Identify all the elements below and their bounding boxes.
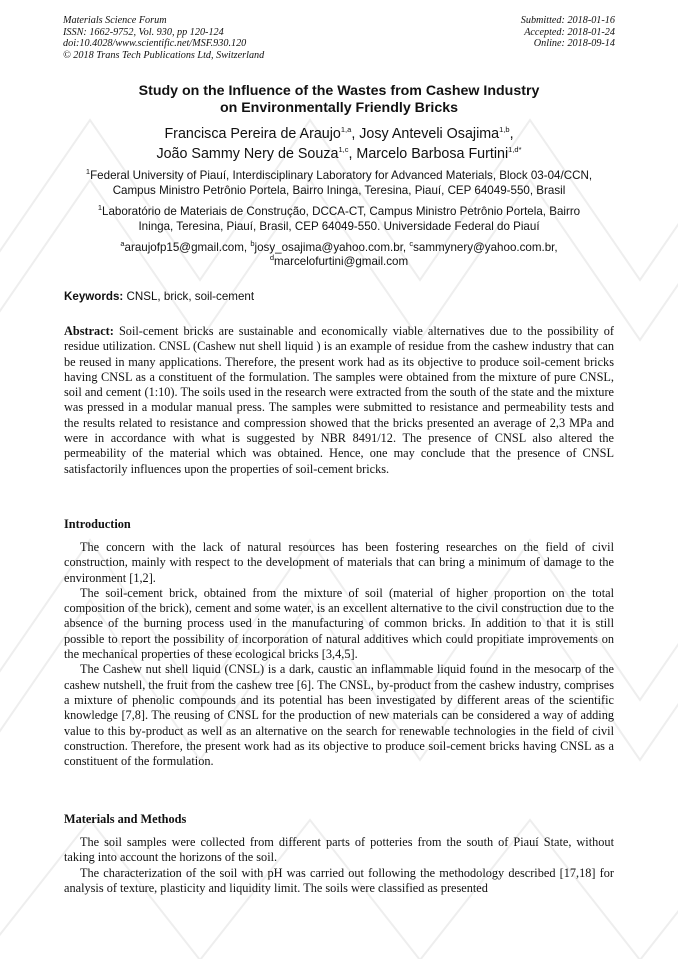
author-list — [40, 124, 638, 164]
abstract-text: Soil-cement bricks are sustainable and economically viable alternatives due to the possibility of residue utilization. CNSL (Cashew nut shell liquid ) is an example of residue from the cashew industry that can be reused in many applications. Therefore, the present work had as its objective to produce soil-cement bricks having CNSL as a constituent of the formulation. The samples were obtained from the mixture of pure CNSL, soil and cement (1:10). The soils used in the research were extracted from the south of the state and the mixture was pressed in a modular manual press. The samples were submitted to resistance and permeability tests and the results related to resistance and compression showed that the bricks presented an average of 2,3 MPa and were in accordance with what is suggested by NBR 8491/12. The presence of CNSL also altered the permeability of the material which was obtained. Hence, one may conclude that the presence of CNSL satisfactorily influences upon the properties of soil-cement bricks. — [64, 324, 614, 476]
section-heading-introduction: Introduction — [64, 517, 131, 531]
online-date: Online: 2018-09-14 — [533, 38, 615, 49]
author-emails — [50, 241, 628, 269]
author-affiliation-mark: 1,c — [338, 145, 349, 155]
email-link[interactable]: araujofp15@gmail.com, — [124, 241, 251, 254]
author-name: Marcelo Barbosa Furtini — [356, 146, 509, 162]
affiliation-text: Ininga, Teresina, Piauí, Brasil, CEP 64049-550. Universidade Federal do Piauí — [138, 220, 540, 234]
author-affiliation-mark: 1,d* — [508, 145, 522, 155]
emails-line-1 — [50, 241, 628, 255]
keywords-label: Keywords: — [64, 290, 124, 303]
journal-copyright: © 2018 Trans Tech Publications Ltd, Switzerland — [63, 49, 265, 61]
abstract-label: Abstract: — [64, 324, 114, 338]
paragraph: The soil-cement brick, obtained from the mixture of soil (material of higher proportion on the total composition of the brick), cement and some water, is an excellent alternative to the civil construction due to the absence of the burning process used in the manufacturing of common bricks. In addition to that it is still possible to report the possibility of incorporation of natural additives which could propitiate improvements on the mechanical properties of these ecological bricks [3,4,5]. — [64, 585, 614, 662]
email-mark: b — [250, 239, 255, 249]
author-name: Josy Anteveli Osajima — [359, 126, 500, 142]
affiliation-line — [50, 168, 628, 183]
email-link[interactable]: josy_osajima@yahoo.com.br, — [254, 241, 410, 254]
submitted-date: Submitted: 2018-01-16 — [520, 15, 615, 26]
accepted-date: Accepted: 2018-01-24 — [524, 26, 615, 38]
affiliation-text: Campus Ministro Petrônio Portela, Bairro Ininga, Teresina, Piauí, CEP 64049-550, Brasil — [112, 184, 566, 198]
authors-line-1 — [40, 124, 638, 144]
journal-info — [63, 15, 264, 61]
title-line-1: Study on the Influence of the Wastes from Cashew Industry — [138, 83, 540, 99]
affiliation-2 — [50, 204, 628, 235]
paragraph: The soil samples were collected from different parts of potteries from the south of Piauí State, without taking into account the horizons of the soil. — [64, 835, 614, 865]
journal-name: Materials Science Forum — [63, 15, 167, 26]
email-link[interactable]: sammynery@yahoo.com.br, — [413, 241, 558, 254]
author-affiliation-mark: 1,a — [340, 125, 352, 135]
title-line-2: on Environmentally Friendly Bricks — [219, 100, 459, 116]
keywords-text: CNSL, brick, soil-cement — [123, 290, 255, 303]
affiliation-line — [50, 204, 628, 219]
email-mark: d — [269, 253, 274, 263]
author-separator: , — [351, 126, 360, 142]
paragraph: The Cashew nut shell liquid (CNSL) is a dark, caustic an inflammable liquid found in the mesocarp of the cashew nutshell, the fruit from the cashew tree [6]. The CNSL, by-product from the cashew industry, comprises a mixture of phenolic compounds and its potential has been investigated by different areas of the scientific knowledge [7,8]. The reusing of CNSL for the production of new materials can be considered a way of adding value to this by-product as well as an alternative on the search for renewable technologies in the field of civil construction. Therefore, the present work had as its objective to produce soil-cement bricks having CNSL as a constituent of the formulation. — [64, 662, 614, 769]
introduction-section — [64, 540, 614, 769]
authors-line-2 — [40, 144, 638, 164]
author-separator: , — [509, 126, 514, 142]
section-heading-materials-methods: Materials and Methods — [64, 812, 187, 826]
author-separator: , — [348, 146, 357, 162]
email-link[interactable]: marcelofurtini@gmail.com — [273, 255, 409, 268]
paper-title — [40, 83, 638, 117]
emails-line-2 — [50, 255, 628, 269]
keywords — [64, 290, 614, 304]
journal-doi: doi:10.4028/www.scientific.net/MSF.930.120 — [63, 38, 247, 49]
affiliation-mark: 1 — [85, 167, 91, 177]
paragraph: The concern with the lack of natural resources has been fostering researches on the field of civil construction, mainly with respect to the development of materials that can bring a minimum of damage to the environment [1,2]. — [64, 540, 614, 585]
author-name: Francisca Pereira de Araujo — [164, 126, 341, 142]
affiliation-mark: 1 — [97, 203, 103, 213]
email-mark: a — [120, 239, 125, 249]
email-mark: c — [409, 239, 414, 249]
author-affiliation-mark: 1,b — [499, 125, 510, 135]
materials-methods-section — [64, 835, 614, 896]
publication-dates — [521, 15, 615, 50]
affiliation-text: Laboratório de Materiais de Construção, DCCA-CT, Campus Ministro Petrônio Portela, Bairro — [102, 205, 581, 218]
abstract — [64, 324, 614, 477]
affiliation-text: Federal University of Piauí, Interdisciplinary Laboratory for Advanced Materials, Block 03-04/CCN, — [90, 169, 593, 182]
paragraph: The characterization of the soil with pH was carried out following the methodology described [17,18] for analysis of texture, plasticity and liquidity limit. The soils were classified as presented — [64, 865, 614, 895]
affiliation-1 — [50, 168, 628, 199]
author-name: João Sammy Nery de Souza — [156, 146, 339, 162]
journal-issn: ISSN: 1662-9752, Vol. 930, pp 120-124 — [63, 26, 224, 38]
